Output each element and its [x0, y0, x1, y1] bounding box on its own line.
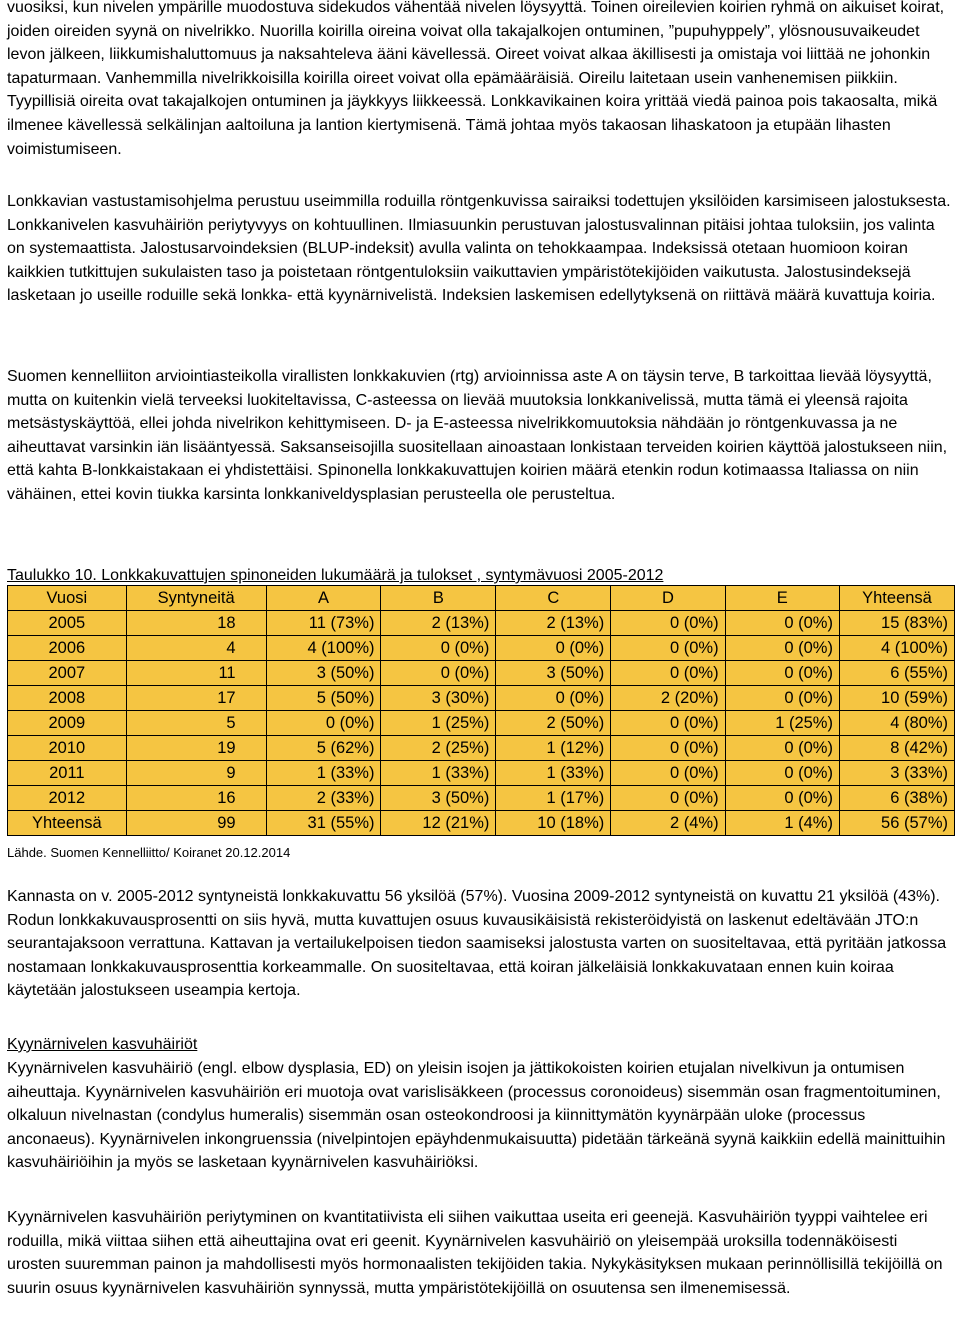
table-cell: 3 (50%)	[381, 786, 496, 811]
table-cell: 2012	[8, 786, 127, 811]
table-cell: 1 (12%)	[496, 736, 611, 761]
table-cell: 0 (0%)	[611, 786, 725, 811]
table-cell: 0 (0%)	[611, 636, 725, 661]
table-cell: 2 (4%)	[611, 811, 725, 836]
table-cell: 2005	[8, 611, 127, 636]
table-header-cell: Vuosi	[8, 586, 127, 611]
table-cell: 2 (50%)	[496, 711, 611, 736]
table-cell: 0 (0%)	[725, 786, 839, 811]
table-cell: 0 (0%)	[725, 611, 839, 636]
table-cell: 2008	[8, 686, 127, 711]
table-cell: 2 (20%)	[611, 686, 725, 711]
table-cell: 2 (25%)	[381, 736, 496, 761]
table-cell: 1 (25%)	[725, 711, 839, 736]
table-cell: 0 (0%)	[496, 636, 611, 661]
table-cell: 6 (55%)	[839, 661, 954, 686]
table-caption-text: Taulukko 10. Lonkkakuvattujen spinoneiden lukumäärä ja tulokset , syntymävuosi 2005-2012	[7, 567, 664, 584]
table-cell: 3 (33%)	[839, 761, 954, 786]
table-cell: 31 (55%)	[266, 811, 381, 836]
table-cell: 11 (73%)	[266, 611, 381, 636]
section-heading-elbow: Kyynärnivelen kasvuhäiriöt	[7, 1036, 198, 1053]
table-cell: 1 (33%)	[381, 761, 496, 786]
table-cell: 1 (17%)	[496, 786, 611, 811]
table-cell: 56 (57%)	[839, 811, 954, 836]
table-cell: 0 (0%)	[266, 711, 381, 736]
table-row	[8, 686, 955, 711]
table-cell: 2 (13%)	[496, 611, 611, 636]
paragraph-coverage: Kannasta on v. 2005-2012 syntyneistä lonkkakuvattu 56 yksilöä (57%). Vuosina 2009-2012 syntyneistä on kuvattu 21 yksilöä (43%). Rodun lonkkakuvausprosentti on siis hyvä, mutta kuvattujen osuus kuvausikäisistä rekisteröidyistä on laskenut edeltävään JTO:n seurantajaksoon verrattuna. Kattavan ja vertailukelpoisen tiedon saamiseksi jalostusta varten on suositeltavaa, että pyritään jatkossa nostamaan lonkkakuvausprosenttia korkeammalle. On suositeltavaa, että koiran jälkeläisiä lonkkakuvataan ennen kuin koiraa käytetään jalostukseen useampia kertoja.	[7, 888, 947, 1000]
paragraph-symptoms: vuosiksi, kun nivelen ympärille muodostuva sidekudos vähentää nivelen löysyyttä. Toinen oireilevien koirien ryhmä on aikuiset koirat, joiden oireiden syynä on nivelrikko. Nuorilla koirilla oireina voivat olla takajalkojen ontuminen, ”pupuhyppely”, ylösnousuvaikeudet levon jälkeen, liikkumishaluttomuus ja naksahteleva ääni kävellessä. Oireet voivat alkaa äkillisesti ja omistaja voi liittää ne johonkin tapaturmaan. Vanhemmilla nivelrikkoisilla koirilla oireet voivat olla epämääräisiä. Oireilu laitetaan usein vanhenemisen piikkiin. Tyypillisiä oireita ovat takajalkojen ontuminen ja jäykkyys liikkeessä. Lonkkavikainen koira yrittää viedä painoa pois takaosalta, mikä ilmenee kävellessä selkälinjan aaltoiluna ja lantion kiertymisenä. Tämä johtaa myös takaosan lihaskatoon ja etupään lihasten voimistumiseen.	[7, 0, 945, 158]
table-cell: 2 (33%)	[266, 786, 381, 811]
table-cell: 0 (0%)	[611, 661, 725, 686]
table-cell: 0 (0%)	[611, 711, 725, 736]
paragraph-elbow-heritability: Kyynärnivelen kasvuhäiriön periytyminen on kvantitatiivista eli siihen vaikuttaa useita eri geenejä. Kasvuhäiriön tyyppi vaihtelee eri roduilla, mikä viittaa siihen että aiheuttajina ovat eri geenit. Kyynärnivelen kasvuhäiriö on yleisempää uroksilla todennäköisesti urosten suuremman painon ja mahdollisesti myös hormonaalisten tekijöiden takia. Nykykäsityksen mukaan perinnöllisillä tekijöillä on suurin osuus kyynärnivelen kasvuhäiriön synnyssä, mutta ympäristötekijöillä on osuutensa sen ilmenemisessä.	[7, 1209, 943, 1297]
table-cell: 99	[126, 811, 266, 836]
table-header-cell: Syntyneitä	[126, 586, 266, 611]
table-row	[8, 736, 955, 761]
table-cell: 4 (80%)	[839, 711, 954, 736]
table-cell: 11	[126, 661, 266, 686]
table-header-cell: A	[266, 586, 381, 611]
table-cell: Yhteensä	[8, 811, 127, 836]
table-cell: 1 (33%)	[496, 761, 611, 786]
table-cell: 1 (25%)	[381, 711, 496, 736]
table-cell: 5 (62%)	[266, 736, 381, 761]
table-cell: 17	[126, 686, 266, 711]
paragraph-grading-scale: Suomen kennelliiton arviointiasteikolla virallisten lonkkakuvien (rtg) arvioinnissa aste A on täysin terve, B tarkoittaa lievää löysyyttä, mutta on kuitenkin vielä terveeksi luokiteltavissa, C-asteessa on lievää muutoksia lonkkanivelissä, mutta tämä ei yleensä rajoita metsästyskäyttöä, ellei johda nivelrikon kehittymiseen. D- ja E-asteessa nivelrikkomuutoksia nähdään jo röntgenkuvassa ja ne aiheuttavat varsinkin iän lisääntyessä. Saksanseisojilla suositellaan ainoastaan lonkistaan terveiden koirien käyttöä jalostukseen niin, että kahta B-lonkkaistakaan ei yhdistettäisi. Spinonella lonkkakuvattujen koirien määrä etenkin rodun kotimaassa Italiassa on niin vähäinen, ettei kovin tiukka karsinta lonkkaniveldysplasian perusteella ole perusteltua.	[7, 368, 948, 503]
table-cell: 2010	[8, 736, 127, 761]
table-cell: 2 (13%)	[381, 611, 496, 636]
table-row	[8, 786, 955, 811]
paragraph-elbow-dysplasia: Kyynärnivelen kasvuhäiriö (engl. elbow dysplasia, ED) on yleisin isojen ja jättikokoisten koirien etujalan nivelkivun ja ontumisen aiheuttaja. Kyynärnivelen kasvuhäiriön eri muotoja ovat varislisäkkeen (processus coronoideus) sisemmän osan fragmentoituminen, olkaluun nivelnastan (condylus humeralis) sisemmän osan osteokondroosi ja kiinnittymätön kyynärpään uloke (processus anconaeus). Kyynärnivelen inkongruenssia (nivelpintojen epäyhdenmukaisuutta) pidetään tärkeänä syynä kaikkiin edellä mainittuihin kasvuhäiriöihin ja myös se lasketaan kyynärnivelen kasvuhäiriöksi.	[7, 1060, 946, 1172]
table-cell: 0 (0%)	[725, 661, 839, 686]
paragraph-breeding-program: Lonkkavian vastustamisohjelma perustuu useimmilla roduilla röntgenkuvissa sairaiksi todettujen yksilöiden karsimiseen jalostuksesta. Lonkkanivelen kasvuhäiriön periytyvyys on kohtuullinen. Ilmiasuunkin perustuvan jalostusvalinnan pitäisi johtaa tuloksiin, jos valinta on systemaattista. Jalostusarvoindeksien (BLUP-indeksit) avulla valinta on tehokkaampaa. Indeksissä otetaan huomioon koiran kaikkien tutkittujen sukulaisten taso ja poistetaan röntgentuloksiin vaikuttavien ympäristötekijöiden vaikutusta. Jalostusindeksejä lasketaan jo useille roduille sekä lonkka- että kyynärnivelistä. Indeksien laskemisen edellytyksenä on riittävä määrä kuvattuja koiria.	[7, 193, 951, 305]
table-source: Lähde. Suomen Kennelliitto/ Koiranet 20.12.2014	[7, 845, 291, 860]
table-cell: 2011	[8, 761, 127, 786]
table-header-cell: E	[725, 586, 839, 611]
table-cell: 3 (50%)	[266, 661, 381, 686]
table-cell: 12 (21%)	[381, 811, 496, 836]
table-cell: 3 (30%)	[381, 686, 496, 711]
table-cell: 1 (33%)	[266, 761, 381, 786]
table-cell: 10 (59%)	[839, 686, 954, 711]
table-cell: 5 (50%)	[266, 686, 381, 711]
table-cell: 4 (100%)	[266, 636, 381, 661]
results-table-container	[7, 585, 955, 836]
table-row	[8, 611, 955, 636]
table-row	[8, 661, 955, 686]
table-header-cell: Yhteensä	[839, 586, 954, 611]
table-cell: 2009	[8, 711, 127, 736]
table-cell: 6 (38%)	[839, 786, 954, 811]
table-cell: 0 (0%)	[725, 761, 839, 786]
table-cell: 2007	[8, 661, 127, 686]
table-cell: 5	[126, 711, 266, 736]
table-cell: 8 (42%)	[839, 736, 954, 761]
table-cell: 10 (18%)	[496, 811, 611, 836]
table-header-cell: D	[611, 586, 725, 611]
table-header-cell: B	[381, 586, 496, 611]
table-cell: 9	[126, 761, 266, 786]
table-row	[8, 811, 955, 836]
table-cell: 1 (4%)	[725, 811, 839, 836]
table-cell: 0 (0%)	[611, 761, 725, 786]
table-cell: 4 (100%)	[839, 636, 954, 661]
table-cell: 0 (0%)	[725, 636, 839, 661]
table-cell: 0 (0%)	[725, 736, 839, 761]
table-cell: 0 (0%)	[496, 686, 611, 711]
table-cell: 0 (0%)	[381, 636, 496, 661]
table-cell: 19	[126, 736, 266, 761]
table-cell: 3 (50%)	[496, 661, 611, 686]
table-cell: 16	[126, 786, 266, 811]
table-cell: 0 (0%)	[725, 686, 839, 711]
table-header-cell: C	[496, 586, 611, 611]
table-cell: 4	[126, 636, 266, 661]
table-row	[8, 636, 955, 661]
table-cell: 0 (0%)	[611, 736, 725, 761]
table-cell: 0 (0%)	[611, 611, 725, 636]
table-cell: 2006	[8, 636, 127, 661]
table-cell: 15 (83%)	[839, 611, 954, 636]
table-row	[8, 761, 955, 786]
table-row	[8, 711, 955, 736]
table-header-row	[8, 586, 955, 611]
table-cell: 18	[126, 611, 266, 636]
table-cell: 0 (0%)	[381, 661, 496, 686]
results-table	[7, 585, 955, 836]
